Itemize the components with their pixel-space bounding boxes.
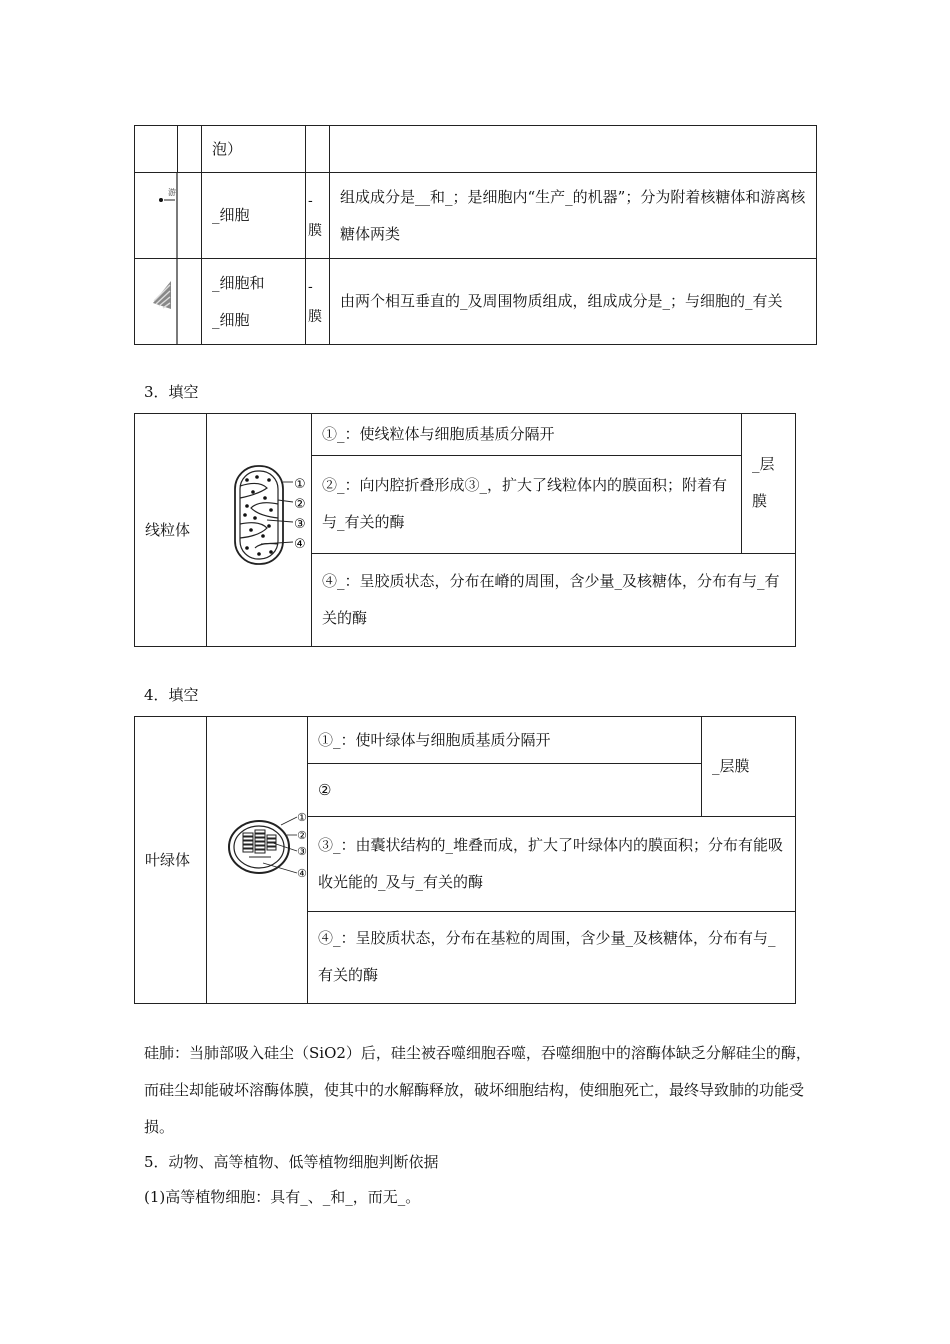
membrane-label: 膜 [308, 222, 322, 239]
diagram-cell [207, 414, 312, 647]
structure-cell: ①_：使叶绿体与细胞质基质分隔开 [308, 717, 702, 764]
sub-cell [177, 126, 201, 173]
structure-cell: ①_：使线粒体与细胞质基质分隔开 [312, 414, 742, 456]
membrane-label: 膜 [308, 308, 322, 325]
description-cell [330, 126, 817, 173]
mitochondria-diagram [207, 414, 311, 646]
structure-cell: ④_：呈胶质状态，分布在基粒的周围，含少量_及核糖体，分布有与_有关的酶 [308, 911, 796, 1003]
diagram-label-4: ④ [294, 537, 306, 552]
organelle-table-continued [134, 125, 817, 345]
description-cell: 组成成分是__和_；是细胞内“生产_的机器”；分为附着核糖体和游离核糖体两类 [330, 173, 817, 259]
structure-cell: ②_：向内腔折叠形成③_，扩大了线粒体内的膜面积；附着有与_有关的酶 [312, 456, 742, 553]
organelle-name-cell: 泡） [202, 126, 306, 173]
ribosome-icon [135, 173, 201, 258]
membrane-mark: - [308, 278, 313, 295]
organelle-name-cell: _细胞 [202, 173, 306, 259]
diagram-label-3: ③ [297, 845, 307, 858]
diagram-label-1: ① [294, 477, 306, 492]
diagram-label-2: ② [297, 829, 307, 842]
silicosis-note: 硅肺：当肺部吸入硅尘（SiO2）后，硅尘被吞噬细胞吞噬，吞噬细胞中的溶酶体缺乏分解硅尘的酶，而硅尘却能破坏溶酶体膜，使其中的水解酶释放，破坏细胞结构，使细胞死亡，最终导致肺的功能受损。 [144, 1044, 811, 1136]
structure-cell: ④_：呈胶质状态，分布在嵴的周围，含少量_及核糖体，分布有与_有关的酶 [312, 553, 796, 646]
organelle-name-cell: 叶绿体 [135, 717, 207, 1004]
section-heading: 5．动物、高等植物、低等植物细胞判断依据 [144, 1153, 439, 1171]
description-cell: 由两个相互垂直的_及周围物质组成，组成成分是_；与细胞的_有关 [330, 259, 817, 345]
membrane-cell [306, 126, 330, 173]
membrane-cell [306, 259, 330, 345]
ribosome-image-cell [135, 173, 202, 259]
diagram-label-1: ① [297, 811, 307, 824]
diagram-label-3: ③ [294, 517, 306, 532]
organelle-name-line: _细胞 [212, 310, 250, 329]
mitochondria-table [134, 413, 796, 647]
organelle-name-cell [202, 259, 306, 345]
organelle-name-cell: 线粒体 [135, 414, 207, 647]
chloroplast-table [134, 716, 796, 1004]
diagram-cell [207, 717, 308, 1004]
svg-text:游: 游 [168, 188, 176, 197]
criterion-item: (1)高等植物细胞：具有_、_和_，而无_。 [144, 1188, 421, 1206]
layer-cell: _层膜 [702, 717, 796, 817]
centriole-icon [135, 259, 201, 344]
diagram-label-4: ④ [297, 867, 307, 880]
structure-cell: ② [308, 764, 702, 817]
centriole-image-cell [135, 259, 202, 345]
section-heading: 3．填空 [144, 383, 199, 401]
image-cell [135, 126, 178, 173]
structure-cell: ③_：由囊状结构的_堆叠而成，扩大了叶绿体内的膜面积；分布有能吸收光能的_及与_有关的酶 [308, 817, 796, 911]
diagram-label-2: ② [294, 497, 306, 512]
membrane-cell [306, 173, 330, 259]
membrane-mark: - [308, 192, 313, 209]
section-heading: 4．填空 [144, 686, 199, 704]
chloroplast-diagram [207, 717, 307, 1003]
layer-cell: _层膜 [742, 414, 796, 554]
organelle-name-line: _细胞和 [212, 273, 265, 292]
